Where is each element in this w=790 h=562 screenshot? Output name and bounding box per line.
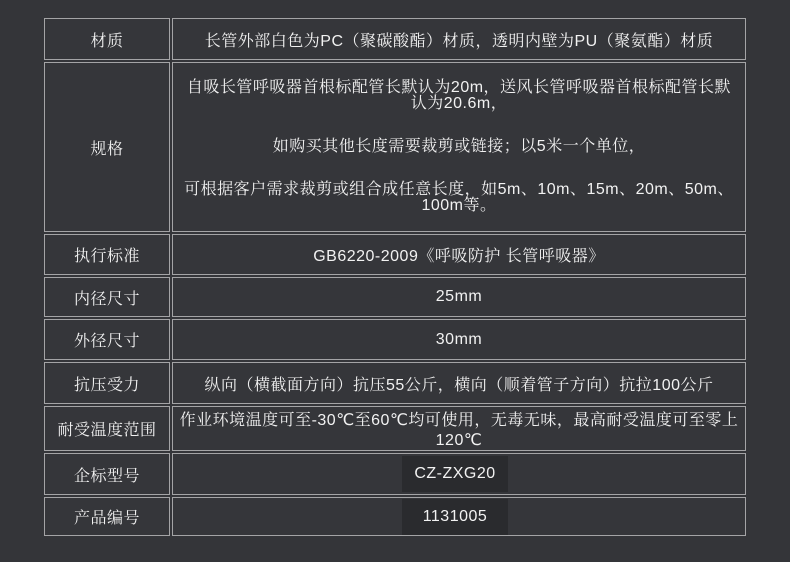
specification-line-1: 自吸长管呼吸器首根标配管长默认为20m，送风长管呼吸器首根标配管长默认为20.6m，	[186, 79, 732, 112]
row-value-model-text: CZ-ZXG20	[402, 456, 508, 492]
row-value-product-number-text: 1131005	[402, 499, 508, 535]
row-label-outer-diameter: 外径尺寸	[44, 319, 170, 360]
row-label-product-number: 产品编号	[44, 497, 170, 536]
spec-row-model	[44, 453, 746, 495]
spec-row-outer-diameter	[44, 319, 746, 360]
spec-row-inner-diameter	[44, 277, 746, 317]
row-label-temperature: 耐受温度范围	[44, 406, 170, 451]
row-label-inner-diameter: 内径尺寸	[44, 277, 170, 317]
row-value-material: 长管外部白色为PC（聚碳酸酯）材质，透明内壁为PU（聚氨酯）材质	[172, 18, 746, 60]
row-label-pressure: 抗压受力	[44, 362, 170, 404]
spec-row-material	[44, 18, 746, 60]
row-value-model	[172, 453, 746, 495]
row-value-pressure: 纵向（横截面方向）抗压55公斤，横向（顺着管子方向）抗拉100公斤	[172, 362, 746, 404]
row-label-material: 材质	[44, 18, 170, 60]
product-spec-table	[42, 16, 748, 538]
spec-row-standard	[44, 234, 746, 275]
row-value-specification	[172, 62, 746, 232]
spec-row-temperature	[44, 406, 746, 451]
row-label-model: 企标型号	[44, 453, 170, 495]
specification-line-3: 可根据客户需求裁剪或组合成任意长度，如5m、10m、15m、20m、50m、100m等。	[184, 181, 734, 214]
row-label-specification: 规格	[44, 62, 170, 232]
specification-line-2: 如购买其他长度需要裁剪或链接；以5米一个单位，	[272, 138, 646, 155]
row-value-inner-diameter: 25mm	[172, 277, 746, 317]
specification-lines	[179, 63, 739, 231]
row-value-outer-diameter: 30mm	[172, 319, 746, 360]
row-label-standard: 执行标准	[44, 234, 170, 275]
spec-row-pressure	[44, 362, 746, 404]
row-value-temperature: 作业环境温度可至-30℃至60℃均可使用，无毒无味，最高耐受温度可至零上120℃	[172, 406, 746, 451]
spec-row-product-number	[44, 497, 746, 536]
spec-row-specification	[44, 62, 746, 232]
row-value-product-number	[172, 497, 746, 536]
row-value-standard: GB6220-2009《呼吸防护 长管呼吸器》	[172, 234, 746, 275]
